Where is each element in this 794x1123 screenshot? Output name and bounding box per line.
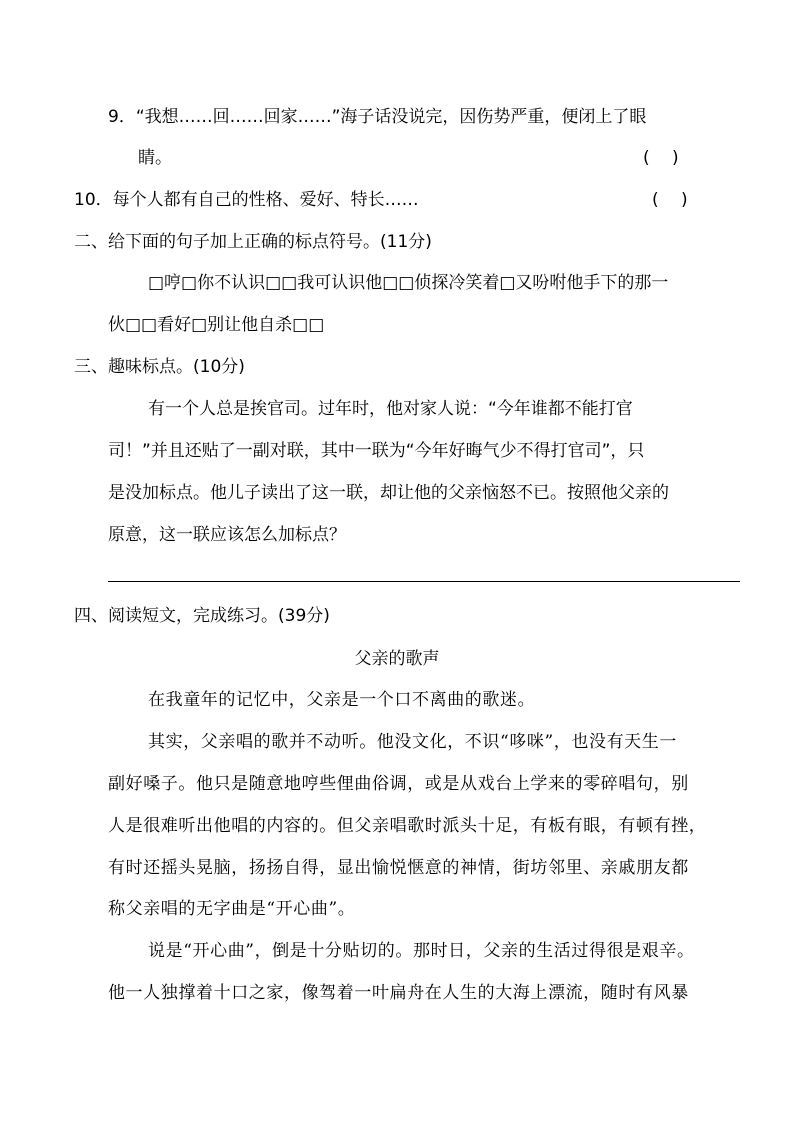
answer-line — [108, 581, 740, 582]
q10-text: 10．每个人都有自己的性格、爱好、特长…… — [74, 190, 419, 210]
passage-p1: 在我童年的记忆中，父亲是一个口不离曲的歌迷。 — [148, 690, 536, 710]
section3-text-line3: 是没加标点。他儿子读出了这一联，却让他的父亲恼怒不已。按照他父亲的 — [108, 483, 669, 503]
section4-heading: 四、阅读短文，完成练习。(39分) — [74, 606, 330, 626]
passage-title: 父亲的歌声 — [354, 649, 440, 669]
passage-p2-line5: 称父亲唱的无字曲是“开心曲”。 — [108, 899, 356, 919]
passage-p2-line2: 副好嗓子。他只是随意地哼些俚曲俗调，或是从戏台上学来的零碎唱句，别 — [108, 774, 689, 794]
q9-line2: 睛。 — [138, 148, 172, 168]
passage-p3-line2: 他一人独撑着十口之家，像驾着一叶扁舟在人生的大海上漂流，随时有风暴 — [108, 983, 689, 1003]
section2-heading: 二、给下面的句子加上正确的标点符号。(11分) — [74, 232, 432, 252]
section3-text-line1: 有一个人总是挨官司。过年时，他对家人说：“今年谁都不能打官 — [148, 399, 633, 419]
q9-answer-parentheses: ( ) — [643, 148, 679, 168]
passage-p3-line1: 说是“开心曲”，倒是十分贴切的。那时日，父亲的生活过得很是艰辛。 — [148, 941, 695, 961]
passage-p2-line3: 人是很难听出他唱的内容的。但父亲唱歌时派头十足，有板有眼，有顿有挫， — [108, 816, 707, 836]
passage-p2-line4: 有时还摇头晃脑，扬扬自得，显出愉悦惬意的神情，街坊邻里、亲戚朋友都 — [108, 858, 689, 878]
section3-text-line2: 司！”并且还贴了一副对联，其中一联为“今年好晦气少不得打官司”，只 — [108, 441, 645, 461]
section3-heading: 三、趣味标点。(10分) — [74, 357, 245, 377]
section2-sentence-line2: 伙□□看好□别让他自杀□□ — [108, 315, 325, 335]
q9-line1: 9．“我想……回……回家……”海子话没说完，因伤势严重，便闭上了眼 — [108, 107, 647, 127]
section2-sentence-line1: □哼□你不认识□□我可认识他□□侦探冷笑着□又吩咐他手下的那一 — [148, 273, 669, 293]
q10-answer-parentheses: ( ) — [652, 190, 688, 210]
passage-p2-line1: 其实，父亲唱的歌并不动听。他没文化，不识“哆咪”，也没有天生一 — [148, 732, 677, 752]
section3-text-line4: 原意，这一联应该怎么加标点？ — [108, 525, 346, 545]
